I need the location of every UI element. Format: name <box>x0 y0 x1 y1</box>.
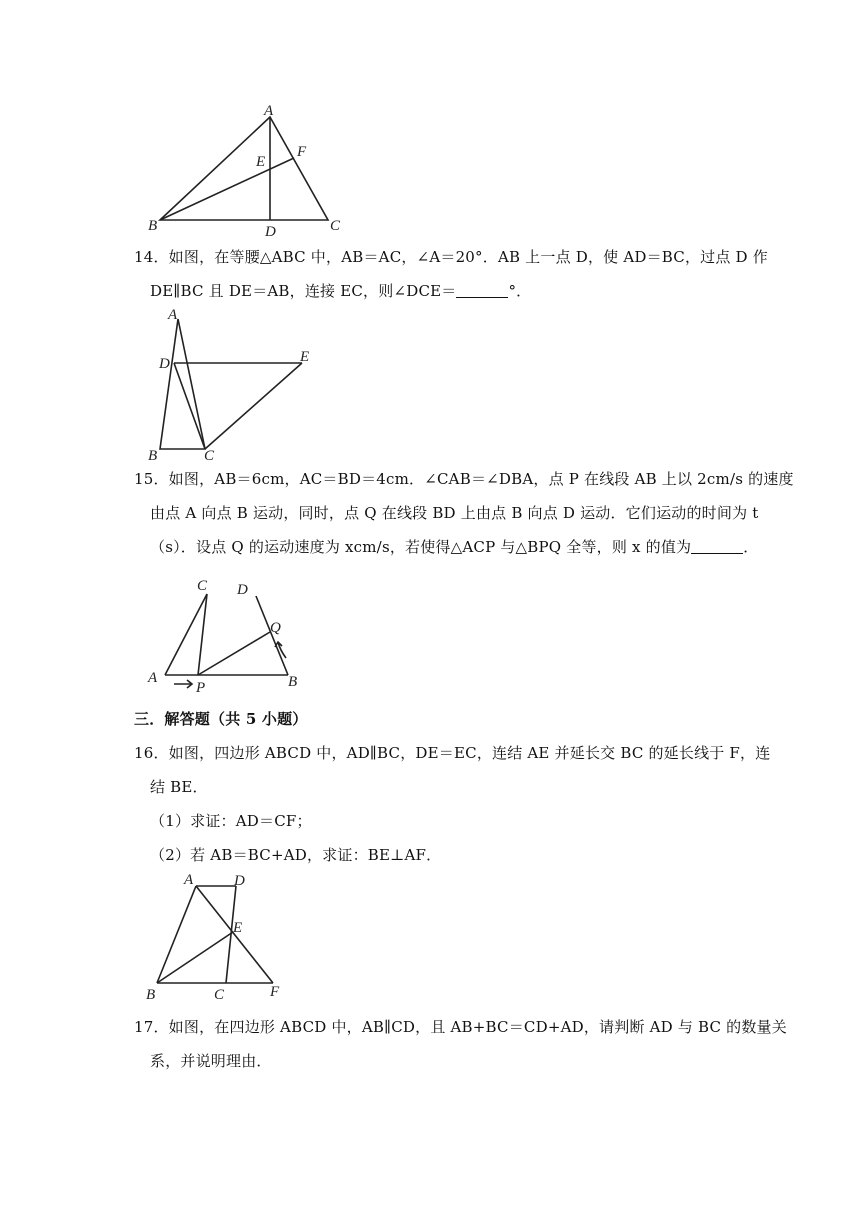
figure-q15 <box>140 572 320 697</box>
q15-line3-text: （s）．设点 Q 的运动速度为 xcm/s，若使得△ACP 与△BPQ 全等，则 x 的值为 <box>150 538 692 556</box>
q17-line1: 17．如图，在四边形 ABCD 中，AB∥CD，且 AB+BC＝CD+AD，请判断 AD 与 BC 的数量关 <box>134 1018 787 1036</box>
segment-be <box>157 932 233 983</box>
q15-line1: 15．如图，AB＝6cm，AC＝BD＝4cm．∠CAB＝∠DBA，点 P 在线段 AB 上以 2cm/s 的速度 <box>134 470 794 488</box>
q16-line1: 16．如图，四边形 ABCD 中，AD∥BC，DE＝EC，连结 AE 并延长交 BC 的延长线于 F，连 <box>134 744 771 762</box>
label-f: F <box>297 144 307 160</box>
q14-line2 <box>150 281 531 301</box>
label-b: B <box>146 987 156 1003</box>
triangle-abc <box>160 117 328 220</box>
segment-ac <box>165 594 207 675</box>
q16-part1: （1）求证：AD＝CF； <box>150 812 312 830</box>
label-p: P <box>196 680 206 696</box>
label-c: C <box>330 218 341 234</box>
q15-line3-end: ． <box>743 538 759 556</box>
segment-pq <box>198 632 270 675</box>
segment-cp <box>198 594 207 675</box>
q15-line3 <box>150 537 758 557</box>
label-e: E <box>300 349 310 365</box>
label-a: A <box>148 670 158 686</box>
segment-ab <box>157 886 196 983</box>
q14-line2-text: DE∥BC 且 DE＝AB，连接 EC，则∠DCE＝ <box>150 282 457 300</box>
label-d: D <box>237 582 248 598</box>
q16-line2: 结 BE． <box>150 778 208 796</box>
label-a: A <box>264 103 274 119</box>
q15-line2: 由点 A 向点 B 运动，同时，点 Q 在线段 BD 上由点 B 向点 D 运动．它们运动的时间为 t <box>150 504 759 522</box>
arrow-q <box>278 642 286 658</box>
label-e: E <box>233 920 243 936</box>
q14-line2-end: °． <box>508 282 532 300</box>
segment-ec <box>205 363 302 449</box>
segment-bf <box>160 158 294 220</box>
label-b: B <box>288 674 298 690</box>
answer-blank[interactable] <box>456 283 508 298</box>
label-c: C <box>214 987 225 1003</box>
label-q: Q <box>270 620 281 636</box>
figure-q13 <box>140 100 360 240</box>
label-d: D <box>159 356 170 372</box>
label-e: E <box>256 154 266 170</box>
section-heading: 三．解答题（共 5 小题） <box>134 710 308 728</box>
figure-q14 <box>140 305 330 465</box>
label-b: B <box>148 218 158 234</box>
label-f: F <box>270 984 280 1000</box>
label-c: C <box>197 578 208 594</box>
label-d: D <box>234 873 245 889</box>
q14-line1: 14．如图，在等腰△ABC 中，AB＝AC，∠A＝20°．AB 上一点 D，使 AD＝BC，过点 D 作 <box>134 248 768 266</box>
label-c: C <box>204 448 215 464</box>
answer-blank[interactable] <box>691 539 743 554</box>
label-d: D <box>265 224 276 240</box>
q16-part2: （2）若 AB＝BC+AD，求证：BE⊥AF． <box>150 846 442 864</box>
q17-line2: 系，并说明理由． <box>150 1052 272 1070</box>
label-a: A <box>184 872 194 888</box>
label-a: A <box>168 307 178 323</box>
figure-q16 <box>140 866 300 1006</box>
label-b: B <box>148 448 158 464</box>
